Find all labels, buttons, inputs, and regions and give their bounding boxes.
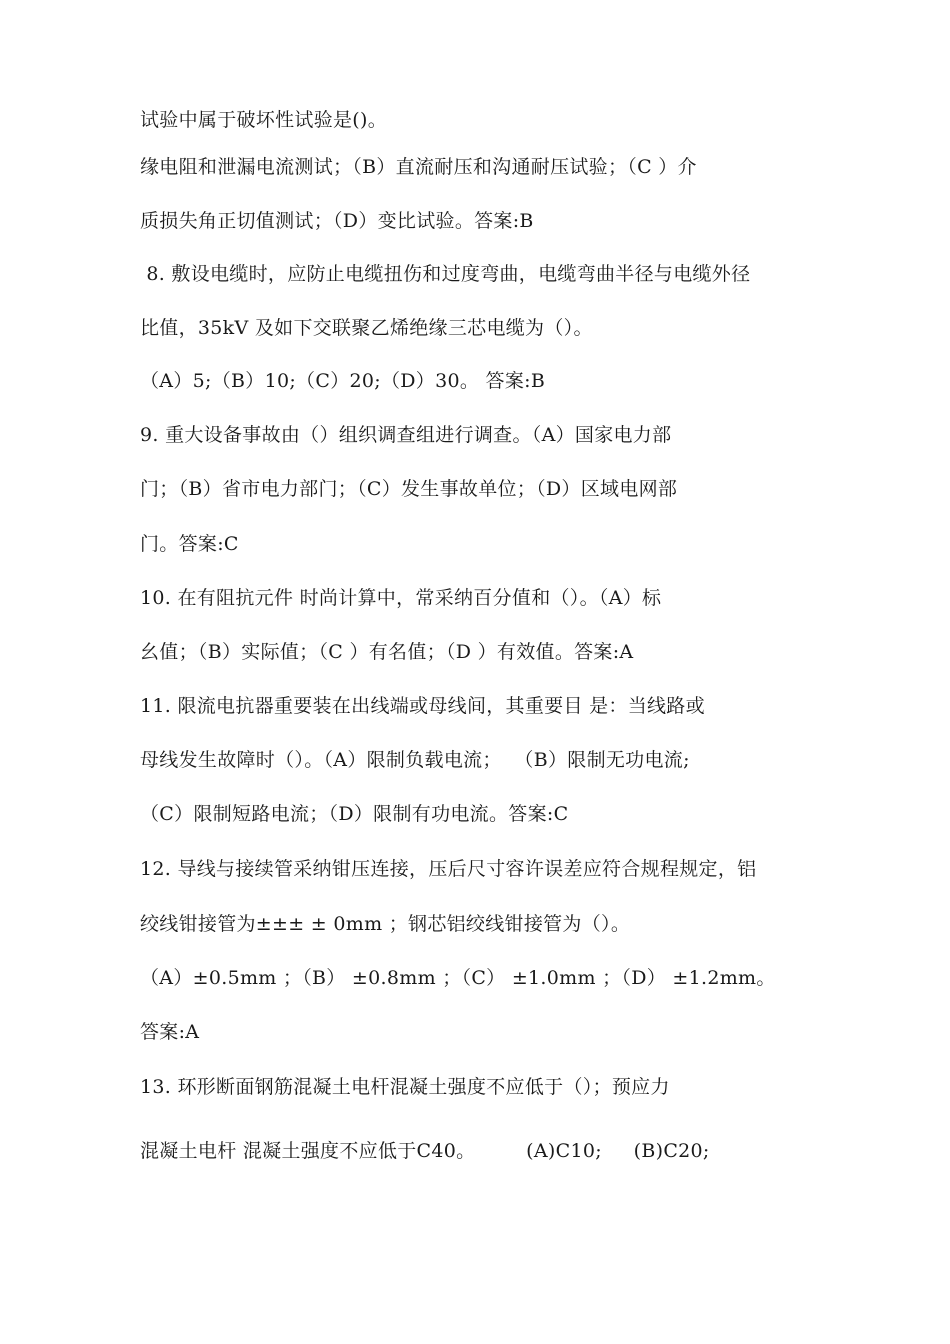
question-10-line-2: 幺值；（B）实际值；（C ）有名值；（D ）有效值。答案:A xyxy=(140,641,634,663)
question-11-line-1: 11. 限流电抗器重要装在出线端或母线间，其重要目 是：当线路或 xyxy=(140,695,705,717)
question-12-options: （A）±0.5mm ；（B） ±0.8mm ；（C） ±1.0mm ；（D） ±1.2mm。 xyxy=(140,967,776,989)
question-12-line-2: 绞线钳接管为±±± ± 0mm ；钢芯铝绞线钳接管为（）。 xyxy=(140,913,631,935)
question-8-options: （A）5;（B）10;（C）20;（D）30。 答案:B xyxy=(140,370,546,392)
question-9-answer: 门。答案:C xyxy=(140,533,239,555)
question-8-line-2: 比值，35kV 及如下交联聚乙烯绝缘三芯电缆为（）。 xyxy=(140,317,593,339)
text-line-1: 试验中属于破坏性试验是()。 xyxy=(140,109,388,131)
question-11-line-2: 母线发生故障时（）。（A）限制负载电流； （B）限制无功电流; xyxy=(140,749,690,771)
question-12-answer: 答案:A xyxy=(140,1021,200,1043)
text-line-3: 质损失角正切值测试；（D）变比试验。答案:B xyxy=(140,210,534,232)
question-9-line-2: 门；（B）省市电力部门；（C）发生事故单位；（D）区域电网部 xyxy=(140,478,678,500)
question-13-line-1: 13. 环形断面钢筋混凝土电杆混凝土强度不应低于（）；预应力 xyxy=(140,1076,670,1098)
question-10-line-1: 10. 在有阻抗元件 时尚计算中，常采纳百分值和（）。（A）标 xyxy=(140,587,662,609)
text-line-2: 缘电阻和泄漏电流测试；（B）直流耐压和沟通耐压试验；（C ）介 xyxy=(140,156,697,178)
question-12-line-1: 12. 导线与接续管采纳钳压连接，压后尺寸容许误差应符合规程规定，铝 xyxy=(140,858,757,880)
question-9-line-1: 9. 重大设备事故由（）组织调查组进行调查。（A）国家电力部 xyxy=(140,424,672,446)
question-11-line-3: （C）限制短路电流；（D）限制有功电流。答案:C xyxy=(140,803,569,825)
question-8-line-1: 8. 敷设电缆时，应防止电缆扭伤和过度弯曲，电缆弯曲半径与电缆外径 xyxy=(140,263,751,285)
question-13-line-2: 混凝土电杆 混凝土强度不应低于C40。 (A)C10; (B)C20; xyxy=(140,1140,710,1162)
